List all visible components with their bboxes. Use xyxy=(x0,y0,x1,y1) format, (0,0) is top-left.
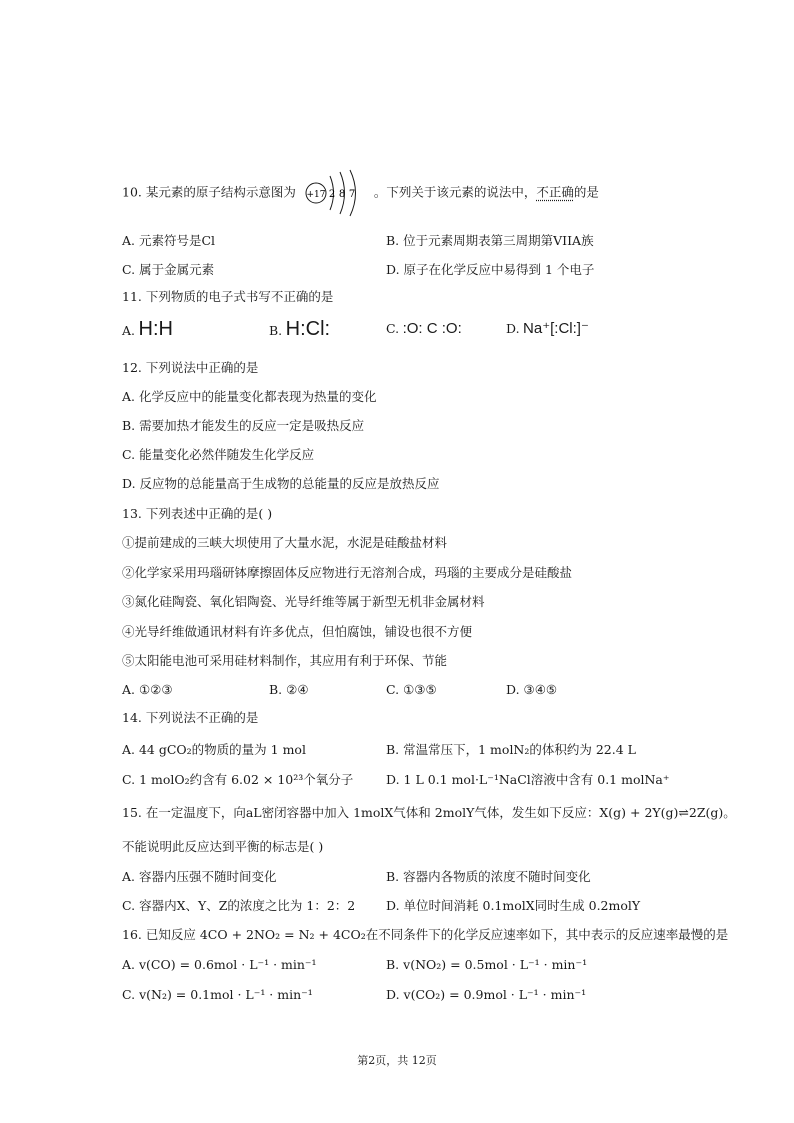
shell-1: 2 xyxy=(328,189,336,200)
q15-stem: 15. 在一定温度下，向aL密闭容器中加入 1molX气体和 2molY气体，发生如下反应：X(g) + 2Y(g)⇌2Z(g)。 xyxy=(122,805,736,820)
q16-option-a: A. v(CO) = 0.6mol · L⁻¹ · min⁻¹ xyxy=(122,957,317,972)
q13-option-a: A. ①②③ xyxy=(122,682,173,697)
q15-option-c: C. 容器内X、Y、Z的浓度之比为 1：2：2 xyxy=(122,898,356,913)
q11-option-a xyxy=(122,318,173,341)
q11-c-label: C. xyxy=(386,321,400,336)
q15-option-b: B. 容器内各物质的浓度不随时间变化 xyxy=(386,869,591,884)
q14-option-b: B. 常温常压下，1 molN₂的体积约为 22.4 L xyxy=(386,742,636,757)
q11-option-b xyxy=(269,318,330,341)
q12-option-a: A. 化学反应中的能量变化都表现为热量的变化 xyxy=(122,389,377,404)
q10-stem xyxy=(122,168,599,218)
q13-option-c: C. ①③⑤ xyxy=(386,682,437,697)
q12-option-c: C. 能量变化必然伴随发生化学反应 xyxy=(122,447,315,462)
q10-option-c: C. 属于金属元素 xyxy=(122,262,215,277)
q16-option-d: D. v(CO₂) = 0.9mol · L⁻¹ · min⁻¹ xyxy=(386,987,587,1002)
q11-d-label: D. xyxy=(506,321,520,336)
q12-stem: 12. 下列说法中正确的是 xyxy=(122,360,259,375)
q11-option-d xyxy=(506,319,589,337)
q13-option-d: D. ③④⑤ xyxy=(506,682,558,697)
q10-option-a: A. 元素符号是Cl xyxy=(122,233,216,248)
q15-option-a: A. 容器内压强不随时间变化 xyxy=(122,869,277,884)
q14-option-a: A. 44 gCO₂的物质的量为 1 mol xyxy=(122,742,306,757)
q11-d-formula: Na⁺[:Cl:]⁻ xyxy=(523,320,589,337)
q13-statement-3: ③氮化硅陶瓷、氧化铝陶瓷、光导纤维等属于新型无机非金属材料 xyxy=(122,594,485,609)
q10-emphasis: 不正确 xyxy=(536,184,574,200)
q13-statement-1: ①提前建成的三峡大坝使用了大量水泥，水泥是硅酸盐材料 xyxy=(122,535,448,550)
q11-a-label: A. xyxy=(122,323,136,338)
q15-option-d: D. 单位时间消耗 0.1molX同时生成 0.2molY xyxy=(386,898,641,913)
q11-option-c xyxy=(386,320,462,337)
q12-option-d: D. 反应物的总能量高于生成物的总能量的反应是放热反应 xyxy=(122,476,440,491)
q15-stem-2: 不能说明此反应达到平衡的标志是( ) xyxy=(122,839,324,854)
q11-b-formula: H:Cl: xyxy=(285,318,331,340)
shell-2: 8 xyxy=(338,189,346,200)
atom-structure-diagram xyxy=(304,168,366,218)
q10-stem-end: 的是 xyxy=(573,184,599,200)
q10-stem-pre: 10. 某元素的原子结构示意图为 xyxy=(122,184,296,200)
q14-option-c: C. 1 molO₂约含有 6.02 × 10²³个氧分子 xyxy=(122,772,354,787)
q16-option-c: C. v(N₂) = 0.1mol · L⁻¹ · min⁻¹ xyxy=(122,987,313,1002)
q16-stem: 16. 已知反应 4CO + 2NO₂ = N₂ + 4CO₂在不同条件下的化学反应速率如下，其中表示的反应速率最慢的是 xyxy=(122,927,729,942)
q11-stem: 11. 下列物质的电子式书写不正确的是 xyxy=(122,289,334,304)
shell-3: 7 xyxy=(348,189,356,200)
q13-stem: 13. 下列表述中正确的是( ) xyxy=(122,506,273,521)
q11-a-formula: H:H xyxy=(138,318,173,340)
q10-stem-post: 。下列关于该元素的说法中， xyxy=(373,184,537,200)
q11-b-label: B. xyxy=(269,323,283,338)
q13-option-b: B. ②④ xyxy=(269,682,309,697)
q10-option-d: D. 原子在化学反应中易得到 1 个电子 xyxy=(386,262,595,277)
q13-statement-4: ④光导纤维做通讯材料有许多优点，但怕腐蚀，铺设也很不方便 xyxy=(122,624,473,639)
q11-c-formula: :O: C :O: xyxy=(402,320,462,337)
q10-option-b: B. 位于元素周期表第三周期第VIIA族 xyxy=(386,233,594,248)
nucleus-label: +17 xyxy=(306,190,326,200)
q13-statement-5: ⑤太阳能电池可采用硅材料制作，其应用有利于环保、节能 xyxy=(122,653,448,668)
q12-option-b: B. 需要加热才能发生的反应一定是吸热反应 xyxy=(122,418,365,433)
q16-option-b: B. v(NO₂) = 0.5mol · L⁻¹ · min⁻¹ xyxy=(386,957,588,972)
q13-statement-2: ②化学家采用玛瑙研钵摩擦固体反应物进行无溶剂合成，玛瑙的主要成分是硅酸盐 xyxy=(122,565,573,580)
page-number-footer: 第2页，共 12页 xyxy=(357,1054,437,1067)
q14-stem: 14. 下列说法不正确的是 xyxy=(122,710,259,725)
q14-option-d: D. 1 L 0.1 mol·L⁻¹NaCl溶液中含有 0.1 molNa⁺ xyxy=(386,772,670,787)
